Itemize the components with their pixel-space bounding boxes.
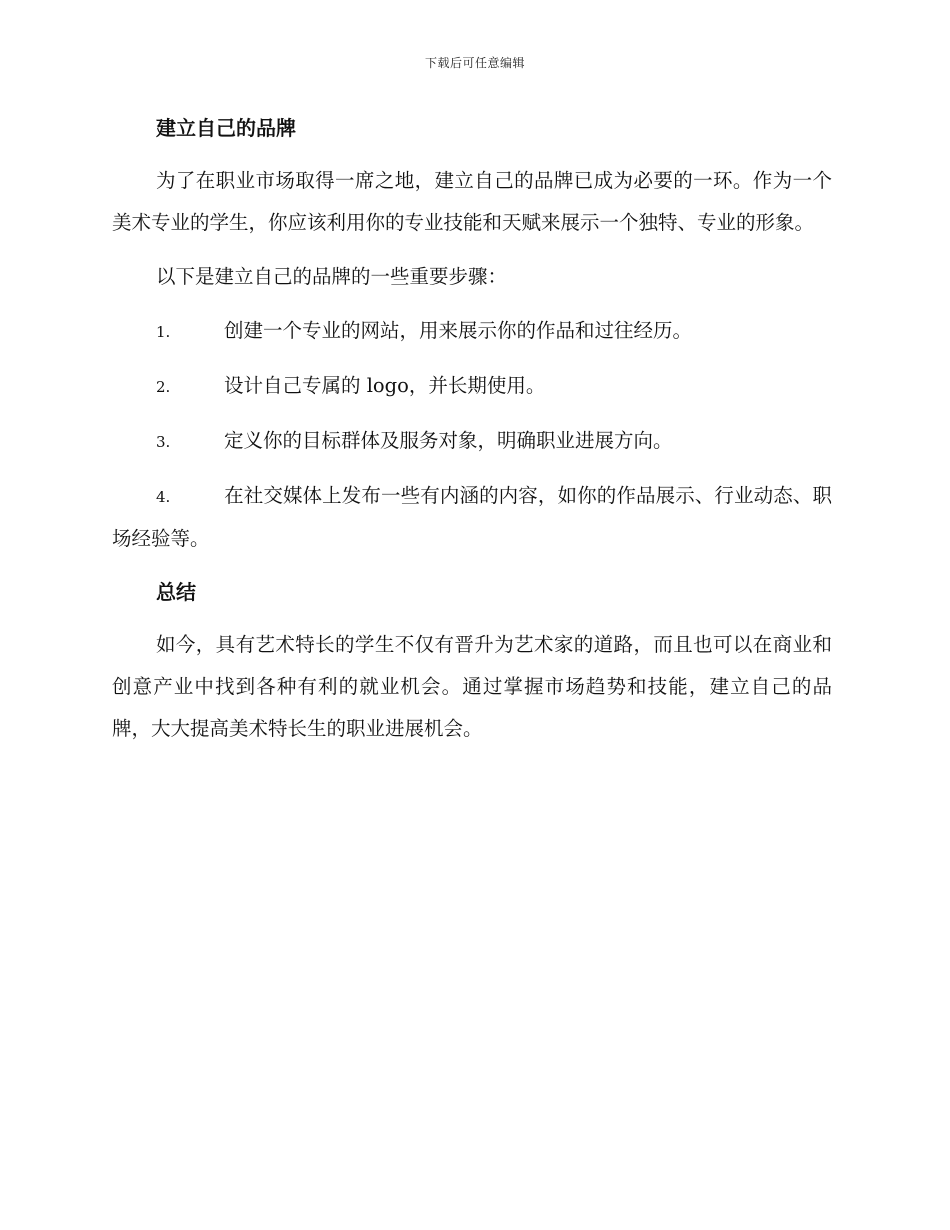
list-item <box>112 310 832 353</box>
page-header: 下载后可任意编辑 <box>424 56 525 70</box>
list-item <box>112 420 832 463</box>
list-item-text: 定义你的目标群体及服务对象，明确职业进展方向。 <box>224 429 673 452</box>
document-body <box>112 108 832 762</box>
list-item-text: 创建一个专业的网站，用来展示你的作品和过往经历。 <box>224 319 693 342</box>
brand-intro-paragraph: 为了在职业市场取得一席之地，建立自己的品牌已成为必要的一环。作为一个美术专业的学生，你应该利用你的专业技能和天赋来展示一个独特、专业的形象。 <box>112 169 832 234</box>
list-item-text: 设计自己专属的 logo，并长期使用。 <box>224 374 546 397</box>
section-heading-summary: 总结 <box>156 580 196 604</box>
list-item <box>112 365 832 408</box>
steps-intro-paragraph: 以下是建立自己的品牌的一些重要步骤： <box>156 265 508 288</box>
section-heading-brand: 建立自己的品牌 <box>156 116 296 140</box>
summary-paragraph: 如今，具有艺术特长的学生不仅有晋升为艺术家的道路，而且也可以在商业和创意产业中找到各种有利的就业机会。通过掌握市场趋势和技能，建立自己的品牌，大大提高美术特长生的职业进展机会。 <box>112 633 832 740</box>
list-item-number: 1. <box>156 323 171 341</box>
list-item-text: 在社交媒体上发布一些有内涵的内容，如你的作品展示、行业动态、职场经验等。 <box>112 484 832 550</box>
list-item <box>112 475 832 560</box>
list-item-number: 3. <box>156 433 171 451</box>
list-item-number: 4. <box>156 488 171 506</box>
list-item-number: 2. <box>156 378 171 396</box>
